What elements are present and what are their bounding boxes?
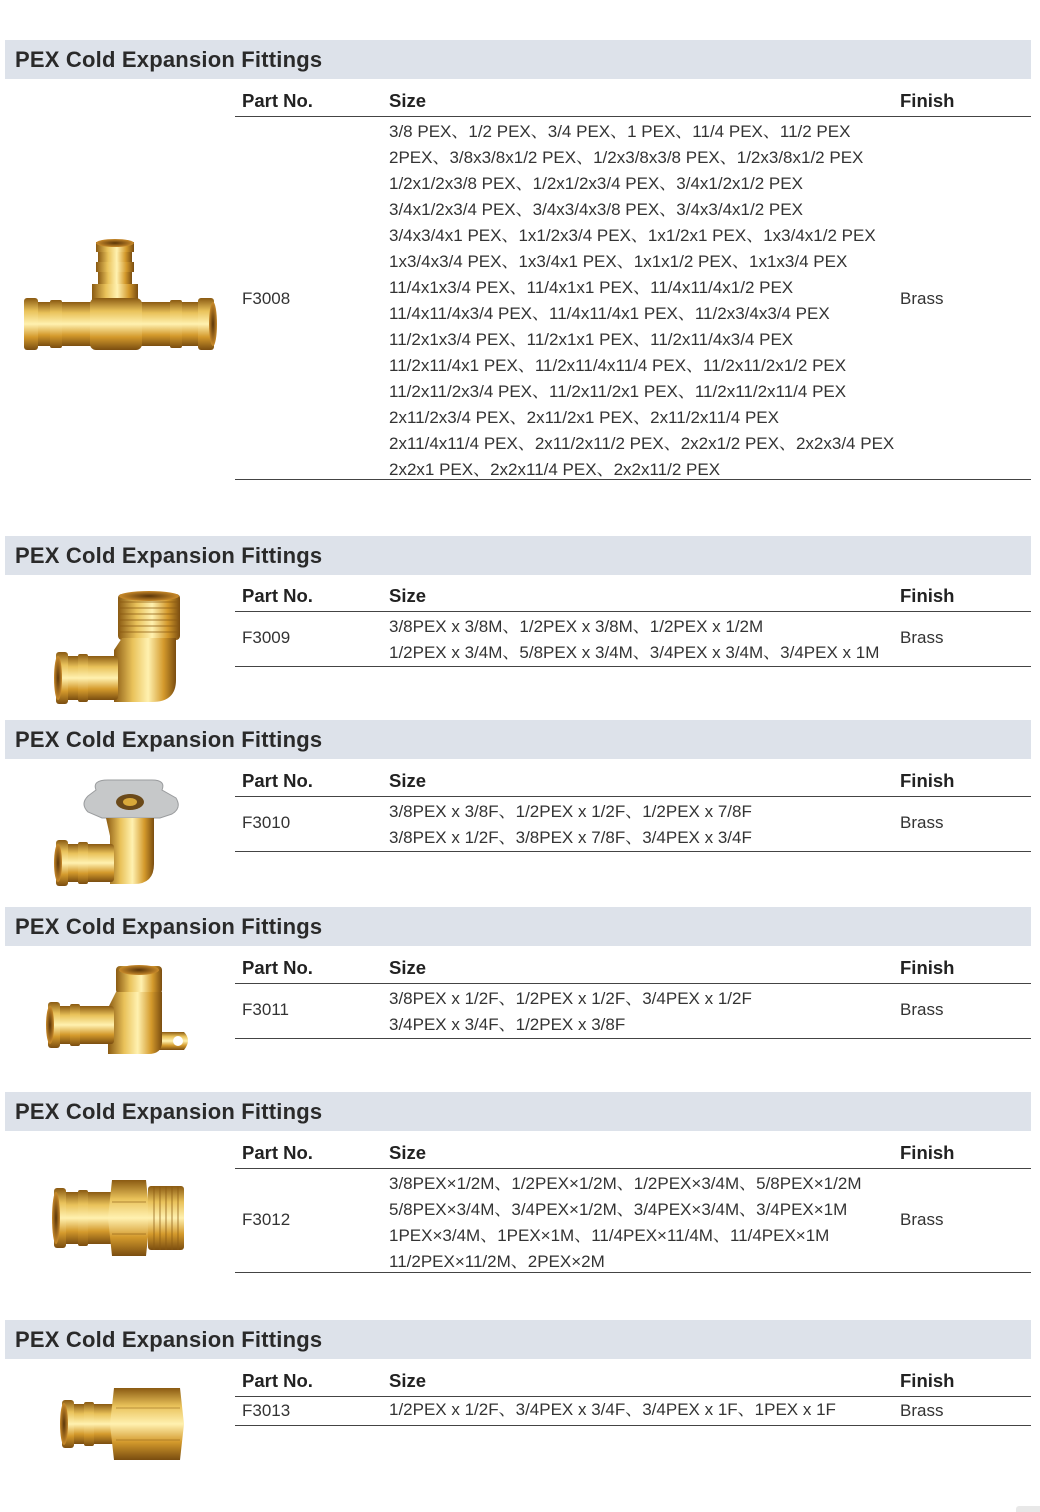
size-line: 11/2x11/4x1 PEX、11/2x11/4x11/4 PEX、11/2x11/2x1/2 PEX: [389, 356, 847, 375]
size-line: 2PEX、3/8x3/8x1/2 PEX、1/2x3/8x3/8 PEX、1/2x3/8x1/2 PEX: [389, 148, 864, 167]
size-line: 2x11/2x3/4 PEX、2x11/2x1 PEX、2x11/2x11/4 PEX: [389, 408, 779, 427]
section-title: PEX Cold Expansion Fittings: [15, 914, 323, 939]
size-line: 5/8PEX×3/4M、3/4PEX×1/2M、3/4PEX×3/4M、3/4PEX×1M: [389, 1200, 848, 1219]
finish-value: Brass: [900, 289, 944, 308]
size-list: [389, 986, 752, 1038]
section-header-band: [5, 1320, 1031, 1359]
part-number: F3012: [242, 1210, 291, 1229]
part-number: F3009: [242, 628, 291, 647]
section-title: PEX Cold Expansion Fittings: [15, 543, 323, 568]
size-line: 1/2x1/2x3/8 PEX、1/2x1/2x3/4 PEX、3/4x1/2x1/2 PEX: [389, 174, 803, 193]
size-list: [389, 614, 879, 666]
size-line: 3/8PEX×1/2M、1/2PEX×1/2M、1/2PEX×3/4M、5/8PEX×1/2M: [389, 1174, 862, 1193]
header-finish: Finish: [900, 1370, 955, 1391]
size-line: 1/2PEX x 3/4M、5/8PEX x 3/4M、3/4PEX x 3/4M、3/4PEX x 1M: [389, 643, 880, 662]
finish-value: Brass: [900, 813, 944, 832]
header-size: Size: [389, 90, 427, 111]
header-part-no: Part No.: [242, 1370, 313, 1391]
table-row: [235, 1397, 1031, 1426]
table-header: [235, 955, 1031, 984]
drop-ear-elbow-fitting-image: [44, 962, 194, 1062]
table-row: [235, 1169, 1031, 1273]
size-line: 11/2x1x3/4 PEX、11/2x1x1 PEX、11/2x11/4x3/4 PEX: [389, 330, 794, 349]
size-line: 3/8PEX x 3/8M、1/2PEX x 3/8M、1/2PEX x 1/2M: [389, 617, 764, 636]
header-size: Size: [389, 585, 427, 606]
header-part-no: Part No.: [242, 585, 313, 606]
size-line: 2x11/4x11/4 PEX、2x11/2x11/2 PEX、2x2x1/2 PEX、2x2x3/4 PEX: [389, 434, 895, 453]
header-size: Size: [389, 770, 427, 791]
header-part-no: Part No.: [242, 957, 313, 978]
elbow-swivel-nut-fitting-image: [52, 776, 187, 894]
section-header-band: [5, 720, 1031, 759]
size-line: 3/8PEX x 1/2F、1/2PEX x 1/2F、3/4PEX x 1/2F: [389, 989, 752, 1008]
table-row: [235, 117, 1031, 480]
header-finish: Finish: [900, 957, 955, 978]
female-adapter-fitting-image: [58, 1382, 188, 1464]
table-row: [235, 797, 1031, 852]
size-line: 3/4x1/2x3/4 PEX、3/4x3/4x3/8 PEX、3/4x3/4x1/2 PEX: [389, 200, 803, 219]
size-line: 2x2x1 PEX、2x2x11/4 PEX、2x2x11/2 PEX: [389, 460, 721, 479]
part-number: F3013: [242, 1401, 291, 1420]
section-header-band: [5, 907, 1031, 946]
elbow-male-fitting-image: [52, 590, 187, 708]
size-line: 3/4x3/4x1 PEX、1x1/2x3/4 PEX、1x1/2x1 PEX、1x3/4x1/2 PEX: [389, 226, 876, 245]
part-number: F3010: [242, 813, 291, 832]
size-line: 11/2x11/2x3/4 PEX、11/2x11/2x1 PEX、11/2x11/2x11/4 PEX: [389, 382, 847, 401]
header-finish: Finish: [900, 1142, 955, 1163]
size-list: [389, 119, 894, 483]
section-title: PEX Cold Expansion Fittings: [15, 1327, 323, 1352]
section-header-band: [5, 40, 1031, 79]
size-line: 11/4x1x3/4 PEX、11/4x1x1 PEX、11/4x11/4x1/2 PEX: [389, 278, 794, 297]
finish-value: Brass: [900, 1000, 944, 1019]
size-list: [389, 1397, 836, 1423]
male-adapter-fitting-image: [50, 1172, 190, 1262]
header-part-no: Part No.: [242, 770, 313, 791]
size-line: 11/4x11/4x3/4 PEX、11/4x11/4x1 PEX、11/2x3/4x3/4 PEX: [389, 304, 830, 323]
header-finish: Finish: [900, 770, 955, 791]
size-line: 1/2PEX x 1/2F、3/4PEX x 3/4F、3/4PEX x 1F、1PEX x 1F: [389, 1400, 836, 1419]
finish-value: Brass: [900, 1210, 944, 1229]
table-header: [235, 88, 1031, 117]
part-number: F3008: [242, 289, 291, 308]
header-part-no: Part No.: [242, 90, 313, 111]
table-header: [235, 583, 1031, 612]
size-line: 3/8PEX x 3/8F、1/2PEX x 1/2F、1/2PEX x 7/8F: [389, 802, 752, 821]
section-title: PEX Cold Expansion Fittings: [15, 727, 323, 752]
header-size: Size: [389, 1370, 427, 1391]
header-part-no: Part No.: [242, 1142, 313, 1163]
size-line: 3/4PEX x 3/4F、1/2PEX x 3/8F: [389, 1015, 626, 1034]
size-line: 1PEX×3/4M、1PEX×1M、11/4PEX×11/4M、11/4PEX×1M: [389, 1226, 830, 1245]
header-size: Size: [389, 1142, 427, 1163]
section-title: PEX Cold Expansion Fittings: [15, 47, 323, 72]
size-list: [389, 799, 752, 851]
header-finish: Finish: [900, 585, 955, 606]
table-header: [235, 1368, 1031, 1397]
part-number: F3011: [242, 1000, 289, 1019]
size-line: 11/2PEX×11/2M、2PEX×2M: [389, 1252, 605, 1271]
tee-fitting-image: [20, 238, 220, 363]
size-line: 3/8 PEX、1/2 PEX、3/4 PEX、1 PEX、11/4 PEX、11/2 PEX: [389, 122, 851, 141]
size-list: [389, 1171, 861, 1275]
section-header-band: [5, 536, 1031, 575]
table-row: [235, 984, 1031, 1039]
section-title: PEX Cold Expansion Fittings: [15, 1099, 323, 1124]
finish-value: Brass: [900, 628, 944, 647]
section-header-band: [5, 1092, 1031, 1131]
header-finish: Finish: [900, 90, 955, 111]
finish-value: Brass: [900, 1401, 944, 1420]
header-size: Size: [389, 957, 427, 978]
table-header: [235, 1140, 1031, 1169]
size-line: 1x3/4x3/4 PEX、1x3/4x1 PEX、1x1x1/2 PEX、1x1x3/4 PEX: [389, 252, 848, 271]
table-row: [235, 612, 1031, 667]
page-corner-mark: [1016, 1506, 1040, 1512]
size-line: 3/8PEX x 1/2F、3/8PEX x 7/8F、3/4PEX x 3/4F: [389, 828, 752, 847]
table-header: [235, 768, 1031, 797]
